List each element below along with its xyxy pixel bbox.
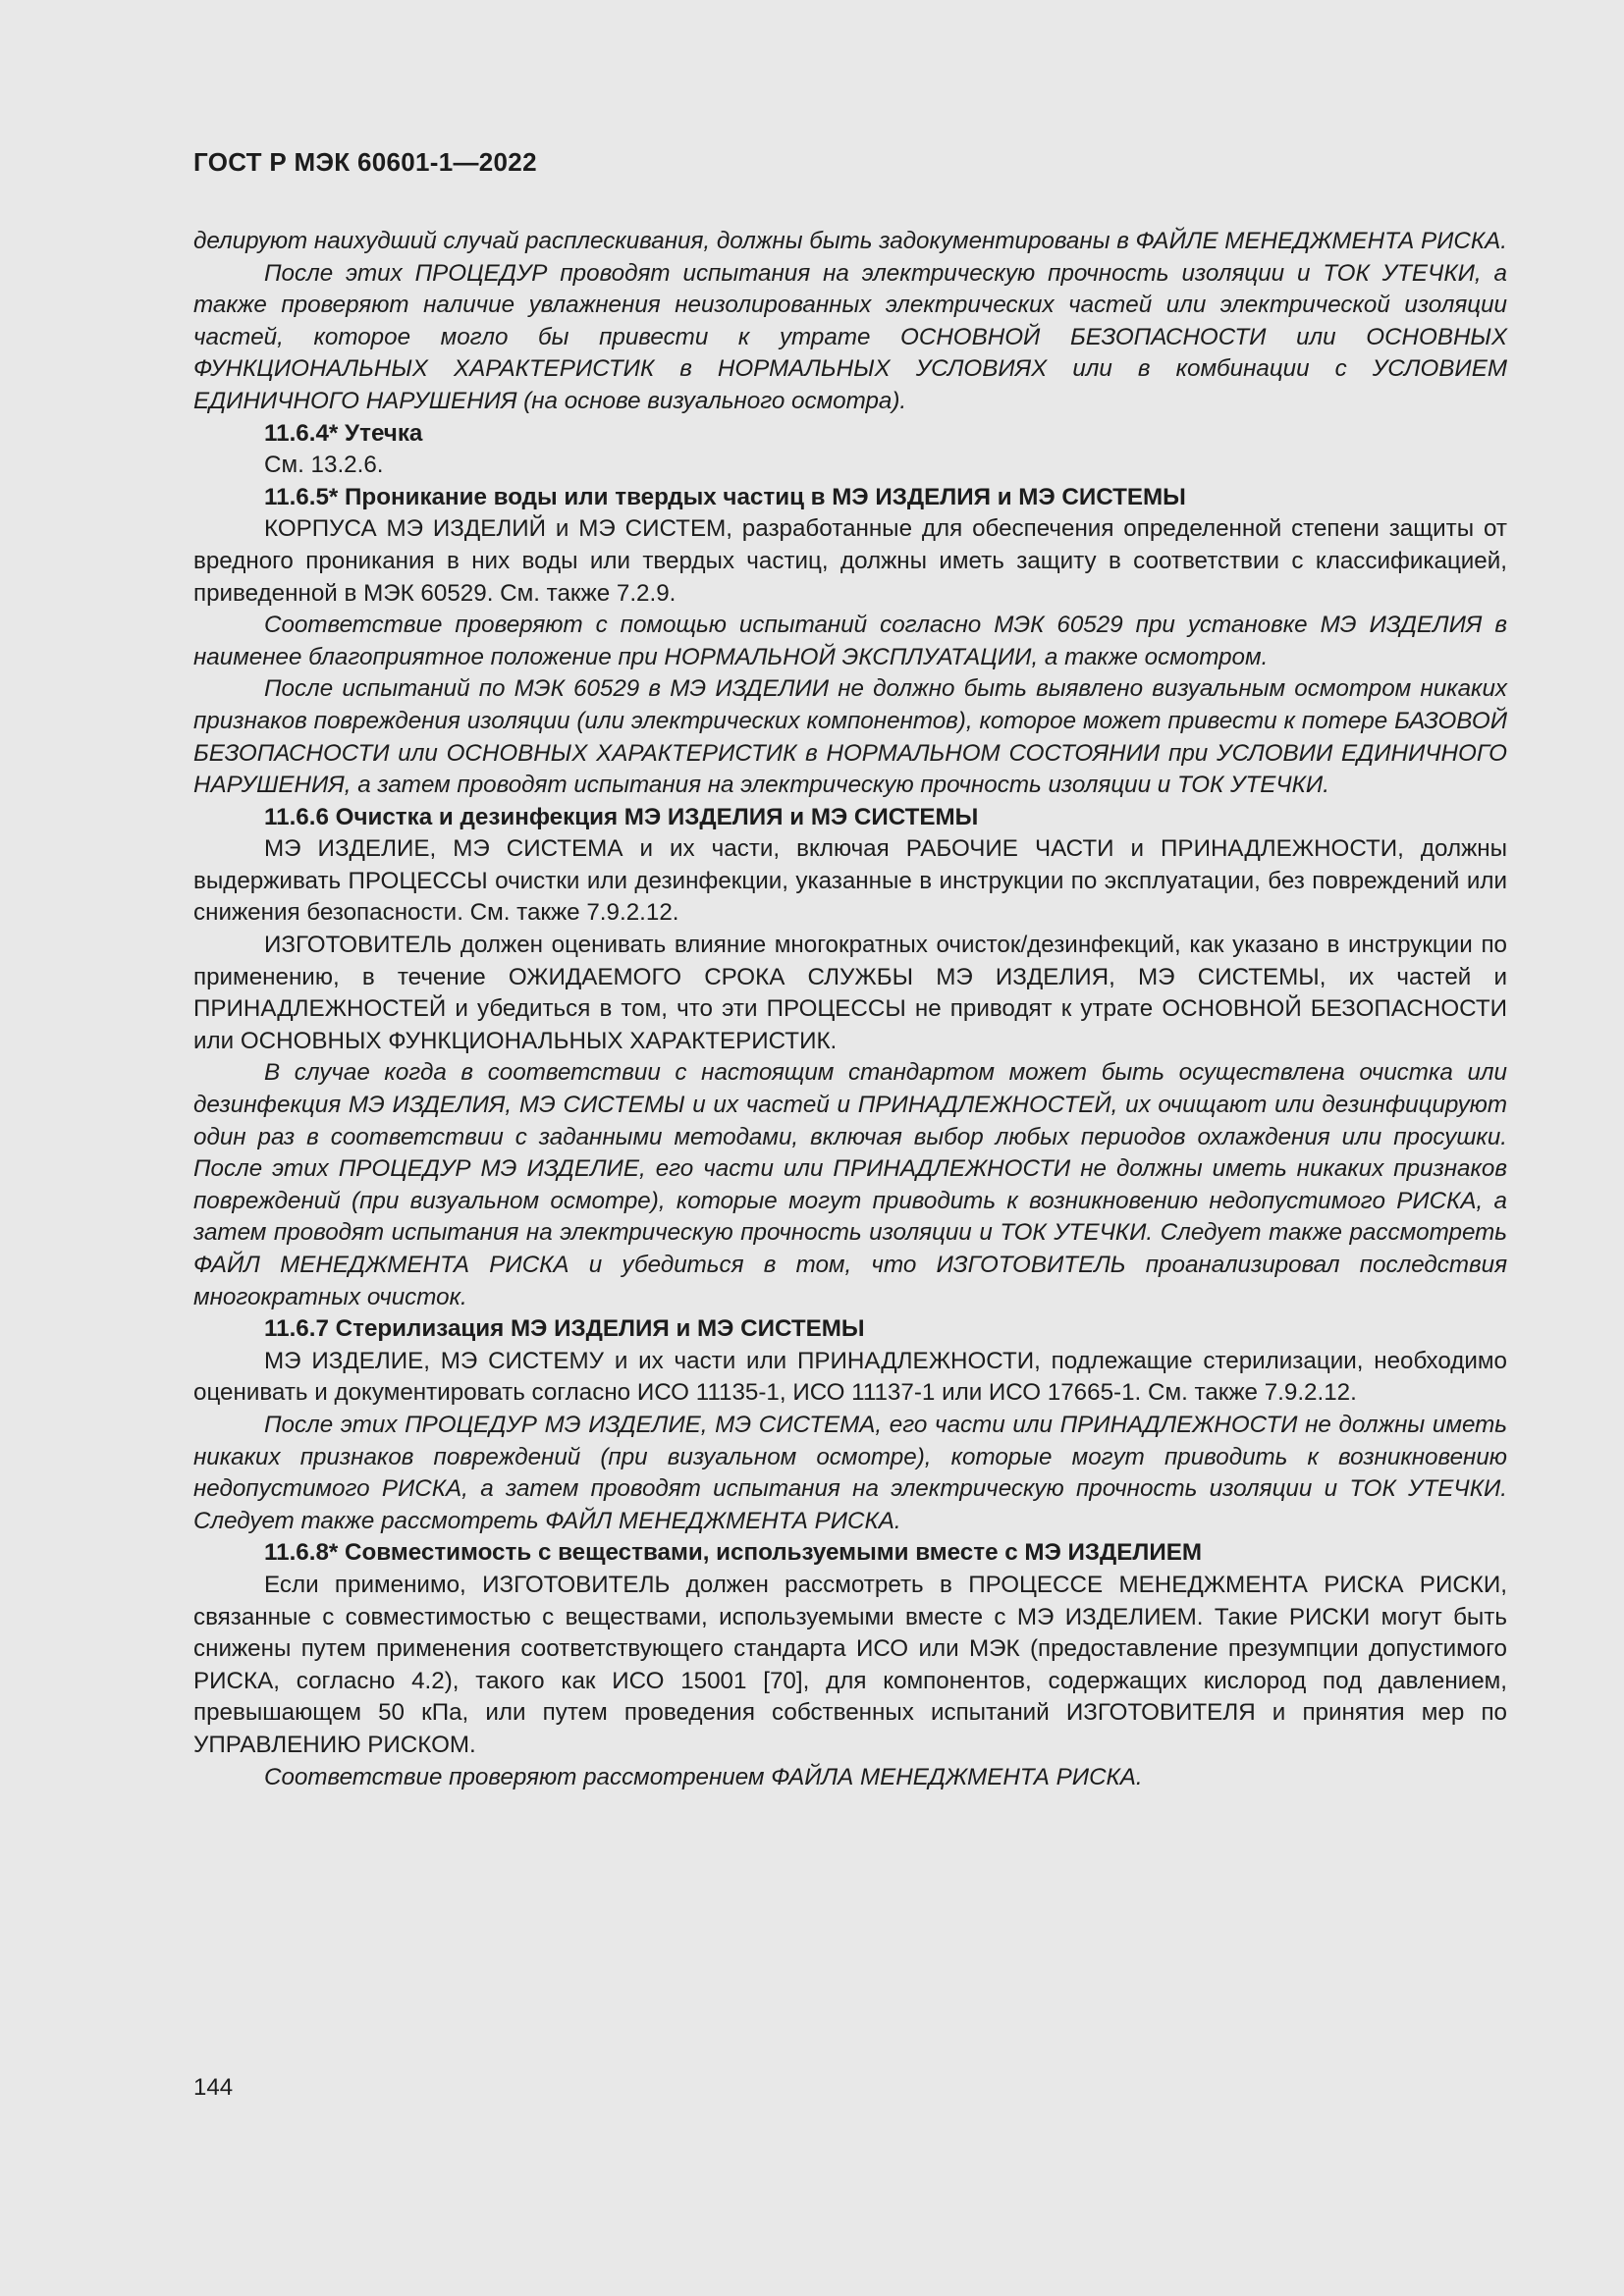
- paragraph-enclosures: КОРПУСА МЭ ИЗДЕЛИЙ и МЭ СИСТЕМ, разработанные для обеспечения определенной степени защиты от вредного проникания в них воды или твердых частиц, должны иметь защиту в соответствии с классификацией, приведенной в МЭК 60529. См. также 7.2.9.: [193, 515, 1507, 607]
- paragraph-manufacturer-evaluation: ИЗГОТОВИТЕЛЬ должен оценивать влияние многократных очисток/дезинфекций, как указано в инструкции по применению, в течение ОЖИДАЕМОГО СРОКА СЛУЖБЫ МЭ ИЗДЕЛИЯ, МЭ СИСТЕМЫ, их частей и ПРИНАДЛЕЖНОСТЕЙ и убедиться в том, что эти ПРОЦЕССЫ не приводят к утрате ОСНОВНОЙ БЕЗОПАСНОСТИ или ОСНОВНЫХ ФУНКЦИОНАЛЬНЫХ ХАРАКТЕРИСТИК.: [193, 932, 1507, 1054]
- document-header: ГОСТ Р МЭК 60601-1—2022: [193, 147, 537, 177]
- paragraph-after-iec60529-tests: После испытаний по МЭК 60529 в МЭ ИЗДЕЛИИ не должно быть выявлено визуальным осмотром никаких признаков повреждения изоляции (или электрических компонентов), которое может привести к потере БАЗОВОЙ БЕЗОПАСНОСТИ или ОСНОВНЫХ ХАРАКТЕРИСТИК в НОРМАЛЬНОМ СОСТОЯНИИ при УСЛОВИИ ЕДИНИЧНОГО НАРУШЕНИЯ, а затем проводят испытания на электрическую прочность изоляции и ТОК УТЕЧКИ.: [193, 675, 1507, 799]
- section-heading-11-6-7: 11.6.7 Стерилизация МЭ ИЗДЕЛИЯ и МЭ СИСТЕМЫ: [264, 1315, 865, 1343]
- paragraph-cleaning-processes: МЭ ИЗДЕЛИЕ, МЭ СИСТЕМА и их части, включая РАБОЧИЕ ЧАСТИ и ПРИНАДЛЕЖНОСТИ, должны выдерживать ПРОЦЕССЫ очистки или дезинфекции, указанные в инструкции по эксплуатации, без повреждений или снижения безопасности. См. также 7.9.2.12.: [193, 835, 1507, 927]
- paragraph-sterilization: МЭ ИЗДЕЛИЕ, МЭ СИСТЕМУ и их части или ПРИНАДЛЕЖНОСТИ, подлежащие стерилизации, необходимо оценивать и документировать согласно ИСО 11135-1, ИСО 11137-1 или ИСО 17665-1. См. также 7.9.2.12.: [193, 1347, 1507, 1407]
- section-heading-11-6-8: 11.6.8* Совместимость с веществами, используемыми вместе с МЭ ИЗДЕЛИЕМ: [264, 1539, 1203, 1567]
- paragraph-see-reference: См. 13.2.6.: [264, 452, 384, 479]
- document-body: [193, 226, 1507, 1793]
- section-heading-11-6-6: 11.6.6 Очистка и дезинфекция МЭ ИЗДЕЛИЯ и МЭ СИСТЕМЫ: [264, 803, 979, 830]
- paragraph-continuation: делируют наихудший случай расплескивания, должны быть задокументированы в ФАЙЛЕ МЕНЕДЖМЕНТА РИСКА.: [193, 228, 1507, 254]
- section-heading-11-6-5: 11.6.5* Проникание воды или твердых частиц в МЭ ИЗДЕЛИЯ и МЭ СИСТЕМЫ: [264, 483, 1186, 510]
- paragraph-cleaning-compliance: В случае когда в соответствии с настоящим стандартом может быть осуществлена очистка или дезинфекция МЭ ИЗДЕЛИЯ, МЭ СИСТЕМЫ и их частей и ПРИНАДЛЕЖНОСТЕЙ, их очищают или дезинфицируют один раз в соответствии с заданными методами, включая выбор любых периодов охлаждения или просушки. После этих ПРОЦЕДУР МЭ ИЗДЕЛИЕ, его части или ПРИНАДЛЕЖНОСТИ не должны иметь никаких признаков повреждений (при визуальном осмотре), которые могут приводить к возникновению недопустимого РИСКА, а затем проводят испытания на электрическую прочность изоляции и ТОК УТЕЧКИ. Следует также рассмотреть ФАЙЛ МЕНЕДЖМЕНТА РИСКА и убедиться в том, что ИЗГОТОВИТЕЛЬ проанализировал последствия многократных очисток.: [193, 1059, 1507, 1310]
- paragraph-test-after-procedures: После этих ПРОЦЕДУР проводят испытания на электрическую прочность изоляции и ТОК УТЕЧКИ, а также проверяют наличие увлажнения неизолированных электрических частей или электрической изоляции частей, которое могло бы привести к утрате ОСНОВНОЙ БЕЗОПАСНОСТИ или ОСНОВНЫХ ФУНКЦИОНАЛЬНЫХ ХАРАКТЕРИСТИК в НОРМАЛЬНЫХ УСЛОВИЯХ или в комбинации с УСЛОВИЕМ ЕДИНИЧНОГО НАРУШЕНИЯ (на основе визуального осмотра).: [193, 259, 1507, 414]
- page-number: 144: [193, 2074, 234, 2101]
- section-heading-11-6-4: 11.6.4* Утечка: [264, 419, 423, 447]
- paragraph-sterilization-compliance: После этих ПРОЦЕДУР МЭ ИЗДЕЛИЕ, МЭ СИСТЕМА, его части или ПРИНАДЛЕЖНОСТИ не должны иметь никаких признаков повреждений (при визуальном осмотре), которые могут приводить к возникновению недопустимого РИСКА, а затем проводят испытания на электрическую прочность изоляции и ТОК УТЕЧКИ. Следует также рассмотреть ФАЙЛ МЕНЕДЖМЕНТА РИСКА.: [193, 1411, 1507, 1534]
- paragraph-substance-compatibility: Если применимо, ИЗГОТОВИТЕЛЬ должен рассмотреть в ПРОЦЕССЕ МЕНЕДЖМЕНТА РИСКА РИСКИ, связанные с совместимостью с веществами, используемыми вместе с МЭ ИЗДЕЛИЕМ. Такие РИСКИ могут быть снижены путем применения соответствующего стандарта ИСО или МЭК (предоставление презумпции допустимого РИСКА, согласно 4.2), такого как ИСО 15001 [70], для компонентов, содержащих кислород под давлением, превышающем 50 кПа, или путем проведения собственных испытаний ИЗГОТОВИТЕЛЯ и принятия мер по УПРАВЛЕНИЮ РИСКОМ.: [193, 1571, 1507, 1758]
- paragraph-risk-file-compliance: Соответствие проверяют рассмотрением ФАЙЛА МЕНЕДЖМЕНТА РИСКА.: [264, 1763, 1143, 1790]
- paragraph-compliance-iec60529: Соответствие проверяют с помощью испытаний согласно МЭК 60529 при установке МЭ ИЗДЕЛИЯ в наименее благоприятное положение при НОРМАЛЬНОЙ ЭКСПЛУАТАЦИИ, а также осмотром.: [193, 612, 1507, 670]
